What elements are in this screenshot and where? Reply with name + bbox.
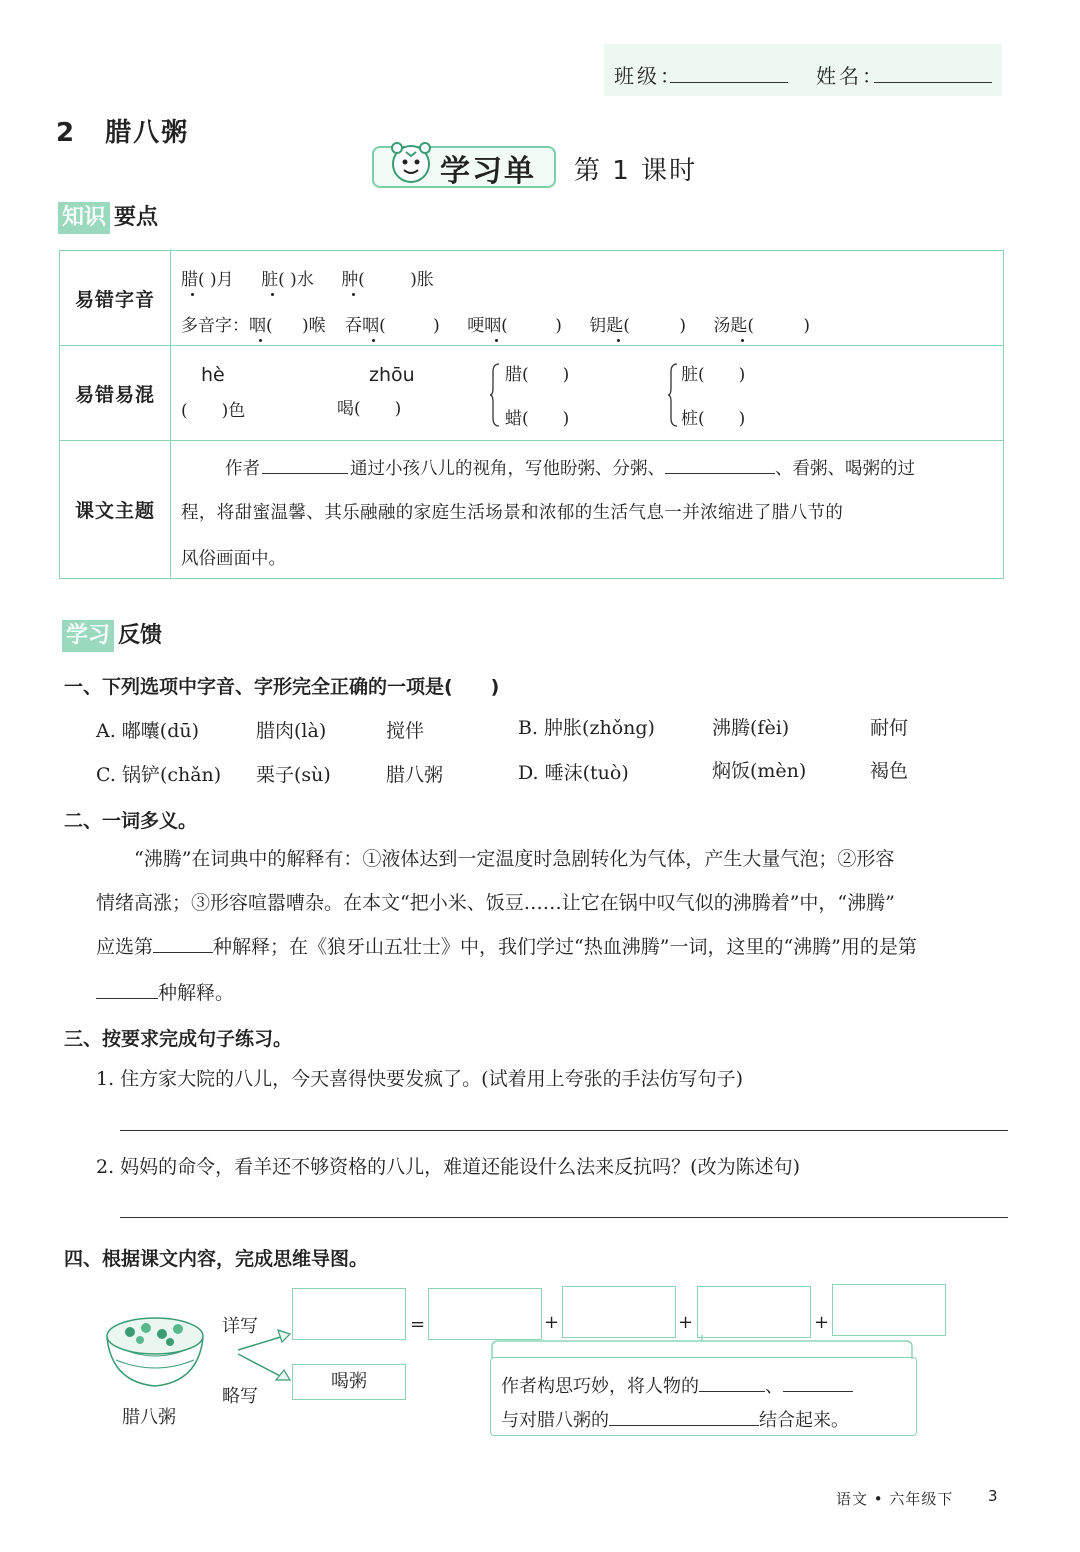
class-field[interactable] [670,82,788,83]
map-box-1[interactable] [428,1288,542,1340]
footer-book: 语文 • 六年级下 [836,1490,954,1508]
blank-stake: 桩( ) [681,409,746,429]
chapter-number: 2 [56,118,77,148]
brief-label: 略写 [222,1386,258,1407]
name-field[interactable] [874,82,992,83]
blank-author[interactable] [262,473,348,474]
pinyin-zhou: zhōu [369,364,415,386]
class-label: 班级： [614,64,683,88]
option-a-3: 搅伴 [386,720,425,742]
row-label-confusable: 易错易混 [60,346,171,441]
question-4-stem: 四、根据课文内容，完成思维导图。 [64,1248,369,1270]
map-box-detail[interactable] [292,1288,406,1340]
map-box-2[interactable] [562,1286,676,1338]
row-content-theme [171,441,1004,579]
section-knowledge-points [58,202,162,234]
plus-sign: + [678,1312,694,1333]
pronunciation-line-2: 多音字：咽( )喉 吞咽( ) 哽咽( ) 钥匙( ) 汤匙( ) [181,316,811,336]
note-line-1: 作者构思巧妙，将人物的 、 [501,1372,853,1398]
q2-line-3: 应选第 种解释；在《狼牙山五壮士》中，我们学过“热血沸腾”一词，这里的“沸腾”用的是第 [96,936,917,958]
option-b-3: 耐何 [870,717,909,739]
theme-line-3: 风俗画面中。 [181,549,286,569]
row-label-theme: 课文主题 [60,441,171,579]
row-content-pronunciation [171,251,1004,346]
option-b-2: 沸腾(fèi) [712,717,790,739]
equals-sign: = [410,1314,426,1335]
brace-icon [489,362,501,428]
blank-dirty: 脏( ) [681,365,746,385]
porridge-label: 腊八粥 [122,1407,176,1428]
lesson-label: 第 1 课时 [574,156,698,186]
theme-line-2: 程，将甜蜜温馨、其乐融融的家庭生活场景和浓郁的生活气息一并浓缩进了腊八节的 [181,503,844,523]
answer-line-1[interactable] [120,1130,1008,1131]
plus-sign: + [814,1312,830,1333]
knowledge-table [59,250,1004,579]
blank-color: ( )色 [181,401,246,421]
section-learning-feedback [62,620,166,652]
blank-candle: 蜡( ) [505,409,570,429]
banner-label: 学习单 [440,154,536,189]
q2-line-2: 情绪高涨；③形容喧嚣嘈杂。在本文“把小米、饭豆……让它在锅中叹气似的沸腾着”中，“沸腾” [96,892,895,914]
option-b-1: B. 肿胀(zhǒng) [518,717,655,739]
map-box-drink [292,1364,406,1400]
tiger-mascot-icon [384,138,438,188]
section-highlight: 学习 [62,620,114,652]
brace-icon [667,362,679,428]
blank-person-2[interactable] [783,1391,853,1392]
option-c-2: 栗子(sù) [256,764,331,786]
name-label: 姓名： [816,64,885,88]
q3-sentence-1: 1. 住方家大院的八儿，今天喜得快要发疯了。(试着用上夸张的手法仿写句子) [96,1068,743,1090]
q3-sentence-2: 2. 妈妈的命令，看羊还不够资格的八儿，难道还能设什么法来反抗吗？(改为陈述句) [96,1156,800,1178]
page-number: 3 [988,1487,998,1505]
row-label-pronunciation: 易错字音 [60,251,171,346]
question-1-stem: 一、下列选项中字音、字形完全正确的一项是( ) [64,676,500,698]
detail-label: 详写 [222,1316,258,1337]
blank-meaning-1[interactable] [153,952,213,953]
blank-drink: 喝( ) [337,399,402,419]
option-d-1: D. 唾沫(tuò) [518,762,629,784]
class-name-bar [604,44,1002,96]
note-line-2: 与对腊八粥的 结合起来。 [501,1410,849,1431]
answer-line-2[interactable] [120,1217,1008,1218]
option-d-2: 焖饭(mèn) [712,760,807,782]
blank-person-1[interactable] [699,1391,765,1392]
chapter-title [56,112,189,149]
plus-sign: + [544,1312,560,1333]
summary-note [490,1357,917,1436]
question-3-stem: 三、按要求完成句子练习。 [64,1028,293,1050]
option-c-3: 腊八粥 [386,764,444,786]
section-highlight: 知识 [58,202,110,234]
map-box-4[interactable] [832,1284,946,1336]
pinyin-he: hè [201,364,225,386]
option-a-1: A. 嘟囔(dū) [96,720,200,742]
blank-meaning-2[interactable] [96,998,158,999]
question-2-stem: 二、一词多义。 [64,810,198,832]
section-rest: 反馈 [118,623,163,648]
row-content-confusable [171,346,1004,441]
blank-feeling[interactable] [609,1425,759,1426]
q2-line-4: 种解释。 [96,978,234,1005]
drink-label: 喝粥 [331,1371,367,1392]
blank-la: 腊( ) [505,365,570,385]
theme-line-1: 作者 通过小孩八儿的视角，写他盼粥、分粥、 、看粥、喝粥的过 [225,459,915,479]
blank-process[interactable] [665,473,775,474]
pronunciation-line-1: 腊( )月 脏( )水 肿( )胀 [181,270,434,290]
option-d-3: 褐色 [870,760,909,782]
arrows-icon [236,1322,296,1382]
porridge-bowl-icon [100,1298,210,1398]
option-a-2: 腊肉(là) [256,720,327,742]
chapter-name: 腊八粥 [105,118,190,148]
map-box-3[interactable] [697,1286,811,1338]
section-rest: 要点 [114,205,159,230]
option-c-1: C. 锅铲(chǎn) [96,764,222,786]
q2-line-1: “沸腾”在词典中的解释有：①液体达到一定温度时急剧转化为气体，产生大量气泡；②形容 [134,848,895,870]
